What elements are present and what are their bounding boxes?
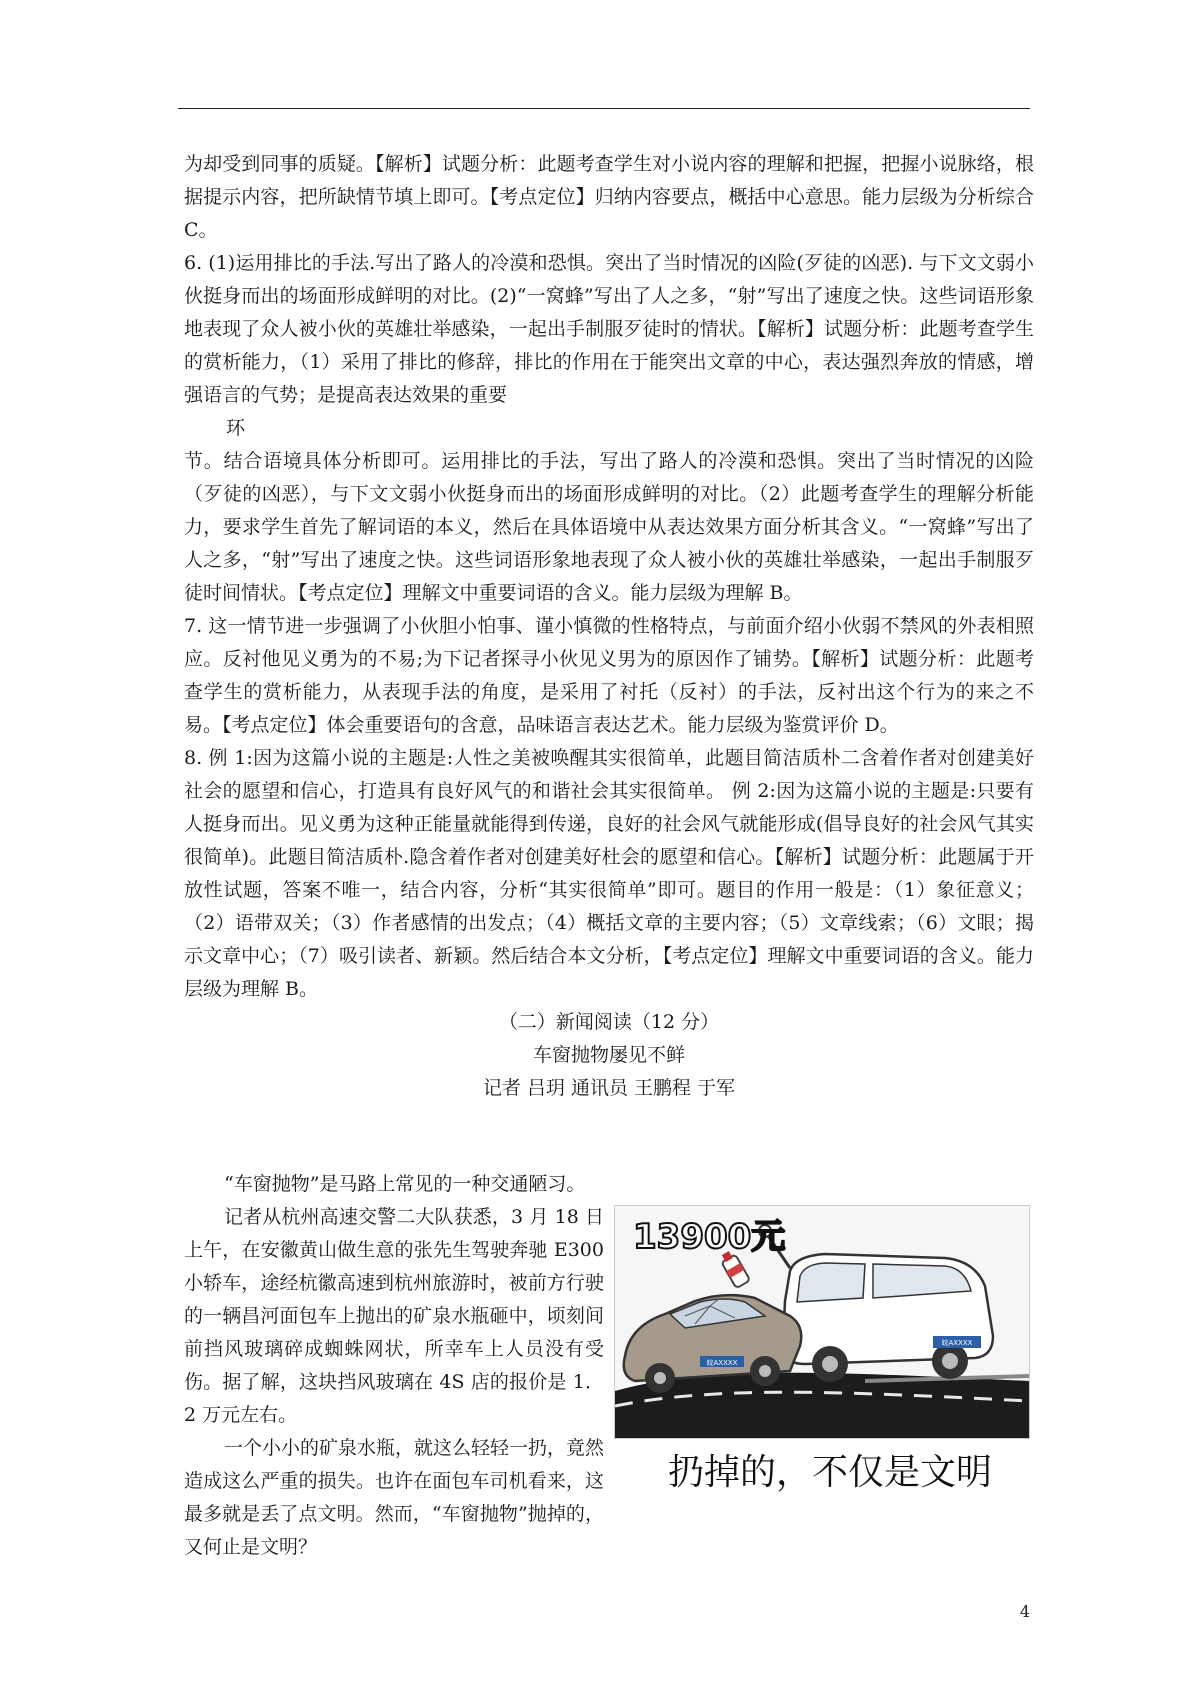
- section-heading: （二）新闻阅读（12 分）: [498, 1011, 720, 1033]
- answer-6-part3: 节。结合语境具体分析即可。运用排比的手法，写出了路人的冷漠和恐惧。突出了当时情况的凶险（歹徒的凶恶），与下文文弱小伙挺身而出的场面形成鲜明的对比。（2）此题考查学生的理解分析能力，要求学生首先了解词语的本义，然后在具体语境中从表达效果方面分析其含义。“一窝蜂”写出了人之多，“射”写出了速度之快。这些词语形象地表现了众人被小伙的英雄壮举感染，一起出手制服歹徒时间情状。【考点定位】理解文中重要词语的含义。能力层级为理解 B。: [184, 450, 1034, 604]
- answer-6-part2: 环: [226, 417, 246, 439]
- answer-5-tail: 为却受到同事的质疑。【解析】试题分析：此题考查学生对小说内容的理解和把握，把握小说脉络，根据提示内容，把所缺情节填上即可。【考点定位】归纳内容要点，概括中心意思。能力层级为分析综合 C。: [184, 153, 1034, 241]
- price-text: 13900元: [633, 1217, 786, 1257]
- cartoon-illustration: [614, 1205, 1030, 1439]
- article-byline: 记者 吕玥 通讯员 王鹏程 于军: [482, 1077, 736, 1099]
- answer-8: 8. 例 1:因为这篇小说的主题是:人性之美被唤醒其实很简单，此题目简洁质朴二含着作者对创建美好社会的愿望和信心，打造具有良好风气的和谐社会其实很简单。 例 2:因为这篇小说的主题是:只要有人挺身而出。见义勇为这种正能量就能得到传递，良好的社会风气就能形成(倡导良好的社会风气其实很简单)。此题目简洁质朴.隐含着作者对创建美好杜会的愿望和信心。【解析】试题分析：此题属于开放性试题，答案不唯一，结合内容，分析“其实很简单”即可。题目的作用一般是：（1）象征意义；（2）语带双关；（3）作者感情的出发点；（4）概括文章的主要内容；（5）文章线索；（6）文眼；揭示文章中心；（7）吸引读者、新颖。然后结合本文分析，【考点定位】理解文中重要词语的含义。能力层级为理解 B。: [184, 747, 1034, 1000]
- answer-6-part1: 6. (1)运用排比的手法.写出了路人的冷漠和恐惧。突出了当时情况的凶险(歹徒的凶恶). 与下文文弱小伙挺身而出的场面形成鲜明的对比。(2)“一窝蜂”写出了人之多，“射”写出了速度之快。这些词语形象地表现了众人被小伙的英雄壮举感染，一起出手制服歹徒时的情状。【解析】试题分析：此题考查学生的赏析能力，（1）采用了排比的修辞，排比的作用在于能突出文章的中心，表达强烈奔放的情感，增强语言的气势；是提高表达效果的重要: [184, 252, 1034, 406]
- answer-7: 7. 这一情节进一步强调了小伙胆小怕事、谨小慎微的性格特点，与前面介绍小伙弱不禁风的外表相照应。反衬他见义勇为的不易;为下记者探寻小伙见义男为的原因作了铺势。【解析】试题分析：此题考查学生的赏析能力，从表现手法的角度，是采用了衬托（反衬）的手法，反衬出这个行为的来之不易。【考点定位】体会重要语句的含意，品味语言表达艺术。能力层级为鉴赏评价 D。: [184, 615, 1034, 736]
- article-title: 车窗抛物屡见不鲜: [532, 1044, 685, 1066]
- page-number: 4: [1019, 1602, 1030, 1621]
- article-paragraph-1: “车窗抛物”是马路上常见的一种交通陋习。: [224, 1173, 586, 1195]
- road-shape: [615, 1373, 1029, 1438]
- van-plate-text: 皖AXXXX: [941, 1339, 973, 1347]
- answer-section: [184, 148, 1034, 1105]
- article-paragraph-3: 一个小小的矿泉水瓶，就这么轻轻一扔，竟然造成这么严重的损失。也许在面包车司机看来，这最多就是丢了点文明。然而，“车窗抛物”抛掉的，又何止是文明？: [184, 1437, 605, 1558]
- car-plate-text: 皖AXXXX: [706, 1359, 738, 1367]
- article-paragraph-2: 记者从杭州高速交警二大队获悉，3 月 18 日上午，在安徽黄山做生意的张先生驾驶奔驰 E300 小轿车，途经杭徽高速到杭州旅游时，被前方行驶的一辆昌河面包车上抛出的矿泉水瓶砸中，顷刻间前挡风玻璃碎成蜘蛛网状，所幸车上人员没有受伤。据了解，这块挡风玻璃在 4S 店的报价是 1．2 万元左右。: [184, 1206, 604, 1426]
- news-article: [184, 1168, 1034, 1564]
- header-rule: [178, 108, 1030, 109]
- illustration-block: [614, 1205, 1034, 1517]
- illustration-caption: 扔掉的，不仅是文明: [668, 1452, 993, 1493]
